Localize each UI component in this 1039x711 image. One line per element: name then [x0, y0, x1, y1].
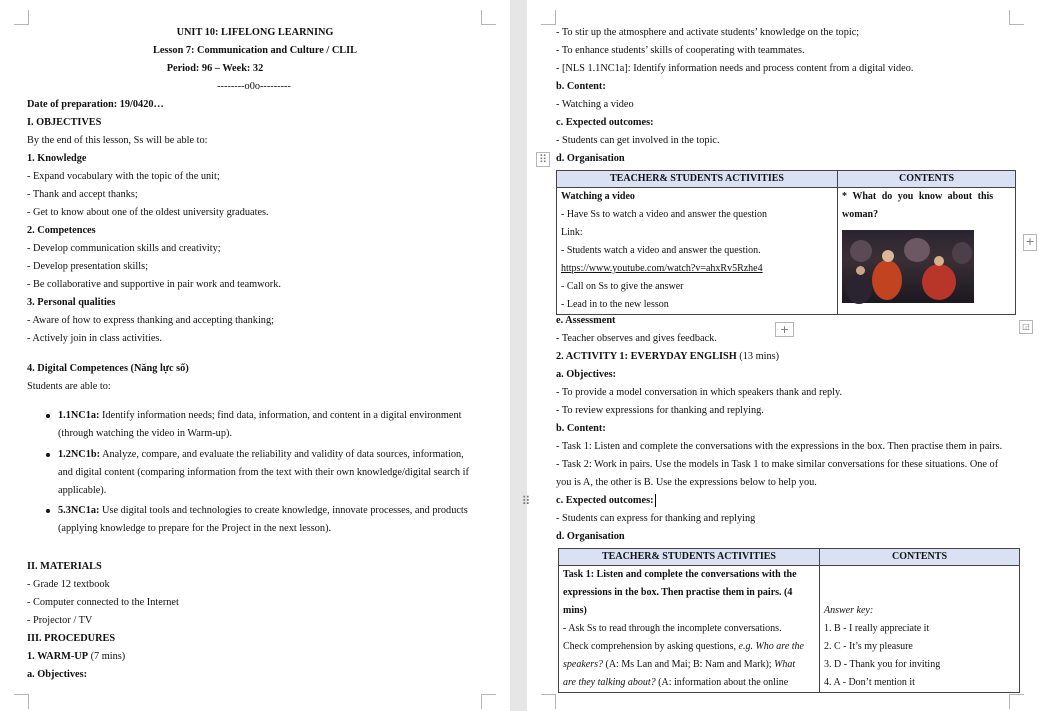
answer-item: 2. C - It’s my pleasure	[824, 641, 913, 652]
content-heading: b. Content:	[556, 81, 606, 92]
material-item: - Grade 12 textbook	[27, 579, 110, 590]
add-row-button[interactable]: +	[775, 322, 794, 337]
activities-cell	[559, 566, 820, 693]
competence-item: - Be collaborative and supportive in pair work and teamwork.	[27, 279, 281, 290]
digital-bullet-1	[58, 407, 462, 425]
period-line: Period: 96 – Week: 32	[166, 63, 264, 74]
document-page-left	[0, 0, 510, 711]
objective-item: - To stir up the atmosphere and activate students’ knowledge on the topic;	[556, 27, 860, 38]
check-text: Check comprehension by asking questions,	[563, 641, 739, 652]
cell-line	[563, 656, 815, 674]
objectives-a-heading: a. Objectives:	[27, 669, 88, 680]
contents-cell	[838, 188, 1016, 315]
knowledge-item: - Get to know about one of the oldest university graduates.	[27, 207, 269, 218]
answer-text: (A: information about the online	[655, 677, 789, 688]
document-page-right	[521, 0, 1039, 711]
question-text: are they talking about?	[563, 677, 656, 688]
expected-item: - Students can express for thanking and replying	[556, 513, 756, 524]
organisation-heading: d. Organisation	[556, 531, 625, 542]
table-header: TEACHER& STUDENTS ACTIVITIES	[557, 171, 838, 188]
assessment-heading: e. Assessment	[556, 315, 616, 326]
activity-time: (13 mins)	[736, 351, 780, 362]
competence-item: - Develop presentation skills;	[27, 261, 148, 272]
text-cursor	[655, 494, 656, 507]
page-corner-mark	[481, 694, 496, 709]
content-item: you is A, the other is B. Use the expressions below to help you.	[556, 477, 817, 488]
graduation-photo	[842, 230, 974, 303]
page-corner-mark	[1009, 10, 1024, 25]
cell-line: - Call on Ss to give the answer	[561, 281, 684, 292]
lesson-title: Lesson 7: Communication and Culture / CLIL	[152, 45, 358, 56]
cell-line: - Lead in to the new lesson	[561, 299, 669, 310]
bullet-dot	[46, 414, 50, 418]
task-line: mins)	[563, 605, 587, 616]
competence-item: - Develop communication skills and creativity;	[27, 243, 221, 254]
knowledge-item: - Thank and accept thanks;	[27, 189, 138, 200]
digital-bullet-3-cont: (applying knowledge to prepare for the Project in the next lesson).	[58, 523, 332, 534]
digital-competences-heading: 4. Digital Competences (Năng lực số)	[27, 363, 189, 374]
table-move-handle[interactable]: ⠿	[536, 152, 550, 167]
knowledge-heading: 1. Knowledge	[27, 153, 87, 164]
add-column-button[interactable]: +	[1023, 234, 1037, 251]
bullet-dot	[46, 509, 50, 513]
objectives-heading: a. Objectives:	[556, 369, 617, 380]
material-item: - Computer connected to the Internet	[27, 597, 179, 608]
procedures-heading: III. PROCEDURES	[27, 633, 116, 644]
materials-heading: II. MATERIALS	[27, 561, 102, 572]
personal-item: - Aware of how to express thanking and accepting thanking;	[27, 315, 274, 326]
video-link[interactable]: https://www.youtube.com/watch?v=ahxRv5Rzhe4	[561, 263, 763, 274]
page-corner-mark	[14, 694, 29, 709]
digital-code: 1.2NC1b:	[58, 449, 101, 460]
question-line: woman?	[842, 209, 879, 220]
objective-item: - [NLS 1.1NC1a]: Identify information needs and process content from a digital video.	[556, 63, 914, 74]
expected-outcomes-heading: c. Expected outcomes:	[556, 117, 654, 128]
competences-heading: 2. Competences	[27, 225, 96, 236]
digital-text: Use digital tools and technologies to create knowledge, innovate processes, and products	[99, 505, 468, 516]
answer-item: 3. D - Thank you for inviting	[824, 659, 941, 670]
answer-item: 4. A - Don’t mention it	[824, 677, 915, 688]
contents-cell	[820, 566, 1020, 693]
objective-item: - To provide a model conversation in which speakers thank and reply.	[556, 387, 843, 398]
bullet-dot	[46, 453, 50, 457]
question-text: What	[774, 659, 796, 670]
digital-bullet-1-cont: (through watching the video in Warm-up).	[58, 428, 232, 439]
warmup-heading	[27, 648, 125, 666]
question-line: * What do you know about this	[842, 191, 994, 202]
digital-bullet-3	[58, 502, 468, 520]
cell-line: - Students watch a video and answer the question.	[561, 245, 761, 256]
digital-code: 1.1NC1a:	[58, 410, 100, 421]
expected-item: - Students can get involved in the topic.	[556, 135, 720, 146]
personal-qualities-heading: 3. Personal qualities	[27, 297, 116, 308]
digital-text: Identify information needs; find data, information, and content in a digital environment	[99, 410, 462, 421]
objectives-heading: I. OBJECTIVES	[27, 117, 102, 128]
material-item: - Projector / TV	[27, 615, 93, 626]
content-heading: b. Content:	[556, 423, 606, 434]
personal-item: - Actively join in class activities.	[27, 333, 162, 344]
page-corner-mark	[14, 10, 29, 25]
answer-key-label: Answer key:	[824, 605, 874, 616]
drag-handle-icon[interactable]: ⠿	[521, 494, 531, 508]
page-corner-mark	[541, 694, 556, 709]
cell-title: Watching a video	[561, 191, 635, 202]
digital-bullet-2-cont: and digital content (comparing information from the text with their own knowledge/digital search if	[58, 467, 469, 478]
objectives-intro: By the end of this lesson, Ss will be able to:	[27, 135, 208, 146]
digital-text: Analyze, compare, and evaluate the reliability and validity of data sources, information,	[100, 449, 464, 460]
task-line: Task 1: Listen and complete the conversations with the	[563, 569, 797, 580]
expected-label: c. Expected outcomes:	[556, 495, 654, 506]
cell-line: - Ask Ss to read through the incomplete conversations.	[563, 623, 782, 634]
activity-table	[558, 548, 1020, 693]
warmup-table	[556, 170, 1016, 315]
digital-code: 5.3NC1a:	[58, 505, 100, 516]
digital-bullet-2-cont: applicable).	[58, 485, 107, 496]
unit-title: UNIT 10: LIFELONG LEARNING	[176, 27, 334, 38]
knowledge-item: - Expand vocabulary with the topic of the unit;	[27, 171, 220, 182]
activity-label: 2. ACTIVITY 1: EVERYDAY ENGLISH	[556, 351, 737, 362]
answer-item: 1. B - I really appreciate it	[824, 623, 930, 634]
objective-item: - To enhance students’ skills of cooperating with teammates.	[556, 45, 805, 56]
example-text: e.g. Who are the	[738, 641, 804, 652]
expected-outcomes-heading	[556, 492, 656, 510]
cell-line: - Have Ss to watch a video and answer the question	[561, 209, 768, 220]
question-text: speakers?	[563, 659, 603, 670]
assessment-item: - Teacher observes and gives feedback.	[556, 333, 717, 344]
cell-line	[563, 674, 815, 692]
table-header: CONTENTS	[820, 549, 1020, 566]
objective-item: - To review expressions for thanking and replying.	[556, 405, 764, 416]
digital-intro: Students are able to:	[27, 381, 111, 392]
warmup-label: 1. WARM-UP	[27, 651, 89, 662]
warmup-time: (7 mins)	[88, 651, 126, 662]
page-corner-mark	[481, 10, 496, 25]
cell-line: Link:	[561, 227, 583, 238]
cell-line	[563, 638, 815, 656]
digital-bullet-2	[58, 446, 464, 464]
table-header: CONTENTS	[838, 171, 1016, 188]
date-of-preparation: Date of preparation: 19/0420…	[27, 99, 164, 110]
content-item: - Task 2: Work in pairs. Use the models in Task 1 to make similar conversations for these situations. One of	[556, 459, 999, 470]
table-header: TEACHER& STUDENTS ACTIVITIES	[559, 549, 820, 566]
page-corner-mark	[541, 10, 556, 25]
answer-text: (A: Ms Lan and Mai; B: Nam and Mark);	[603, 659, 775, 670]
divider: --------o0o---------	[217, 81, 291, 92]
content-item: - Task 1: Listen and complete the conversations with the expressions in the box. Then practise them in pairs.	[556, 441, 1003, 452]
activities-cell	[557, 188, 838, 315]
activity-heading	[556, 348, 779, 366]
table-resize-handle[interactable]: ◲	[1019, 320, 1033, 334]
content-item: - Watching a video	[556, 99, 634, 110]
page-corner-mark	[1009, 694, 1024, 709]
task-line: expressions in the box. Then practise them in pairs. (4	[563, 587, 793, 598]
page-gutter	[510, 0, 527, 711]
organisation-heading: d. Organisation	[556, 153, 625, 164]
